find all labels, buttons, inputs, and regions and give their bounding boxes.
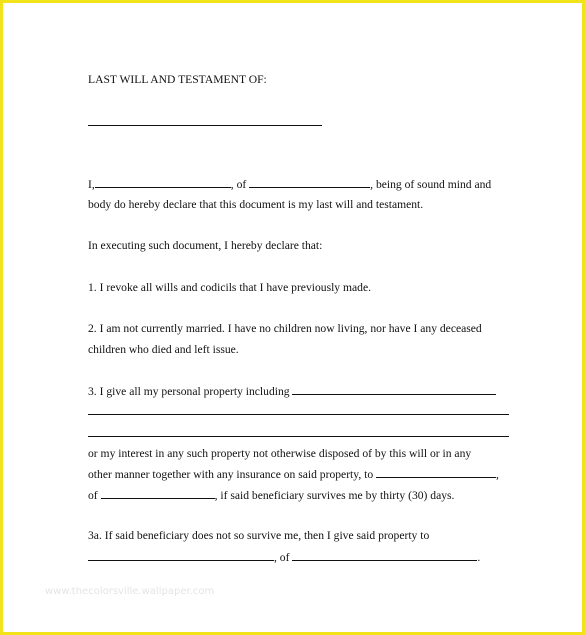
clause-3-text-5b: , [496, 468, 499, 481]
intro-line-2: body do hereby declare that this document is my last will and testament. [88, 198, 424, 211]
residence-blank [249, 177, 370, 188]
clause-3a-text-2a: , of [274, 551, 290, 564]
document-title: LAST WILL AND TESTAMENT OF: [88, 73, 267, 86]
beneficiary-address-blank [101, 488, 215, 499]
executing-line: In executing such document, I hereby declare that: [88, 239, 323, 252]
clause-3-text-6a: of [88, 489, 98, 502]
clause-3-text-5a: other manner together with any insurance on said property, to [88, 468, 374, 481]
clause-2-line-2: children who died and left issue. [88, 343, 239, 356]
intro-text-3: , being of sound mind and [370, 178, 492, 191]
clause-3-line-4: or my interest in any such property not otherwise disposed of by this will or in any [88, 447, 472, 460]
clause-3a-text-2b: . [477, 551, 481, 564]
alternate-address-blank [292, 550, 477, 561]
clause-3-line-5 [88, 467, 499, 482]
property-blank-1 [292, 384, 496, 395]
clause-3a-line-2 [88, 550, 480, 565]
alternate-beneficiary-blank [88, 550, 274, 561]
name-blank [95, 177, 231, 188]
intro-text-2: , of [230, 178, 247, 191]
clause-3-text-6b: , if said beneficiary survives me by thirty (30) days. [214, 489, 455, 502]
watermark-text: www.thecolorsville.wallpaper.com [45, 586, 215, 597]
clause-2-line-1: 2. I am not currently married. I have no children now living, nor have I any deceased [88, 322, 482, 335]
intro-text-1: I, [88, 178, 95, 191]
intro-line-1 [88, 177, 491, 192]
clause-3a-line-1: 3a. If said beneficiary does not so survive me, then I give said property to [88, 529, 430, 542]
clause-1: 1. I revoke all wills and codicils that I have previously made. [88, 281, 371, 294]
property-blank-2 [88, 414, 509, 415]
clause-3-line-1 [88, 384, 496, 399]
beneficiary-blank [376, 467, 496, 478]
clause-3-text-1: 3. I give all my personal property including [88, 385, 290, 398]
property-blank-3 [88, 436, 509, 437]
testator-name-blank [88, 125, 322, 126]
clause-3-line-6 [88, 488, 454, 503]
